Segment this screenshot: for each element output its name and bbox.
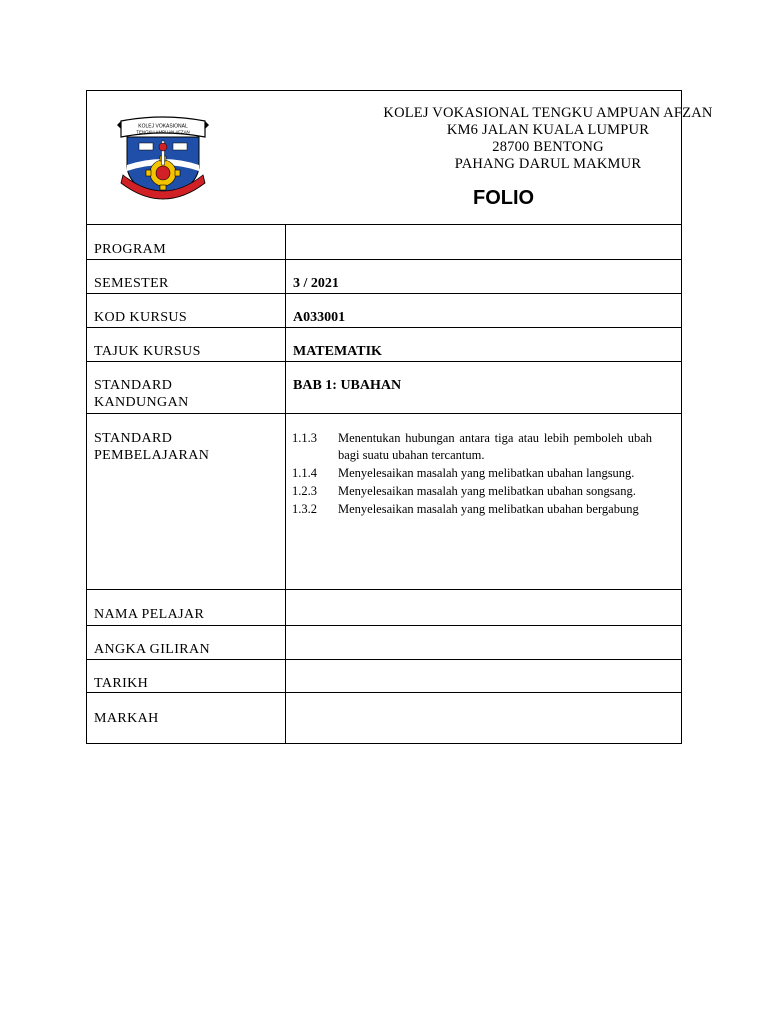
standard-text: Menentukan hubungan antara tiga atau lebih pemboleh ubah bagi suatu ubahan tercantum. [338,431,652,462]
learning-standards-list [292,430,652,519]
list-item [292,501,652,518]
row-tarikh [87,660,681,693]
standard-number: 1.1.4 [292,466,317,480]
row-nama-pelajar [87,590,681,626]
cover-sheet [86,90,713,744]
standard-number: 1.1.3 [292,431,317,445]
label-standard-kandungan-line2: KANDUNGAN [94,395,189,410]
logo-banner-line1: KOLEJ VOKASIONAL [138,123,188,130]
row-standard-kandungan [87,362,681,414]
logo-banner-line2: TENGKU AMPUAN AFZAN [136,129,190,135]
address-line-3: 28700 BENTONG [492,139,604,155]
row-markah [87,693,681,743]
list-item [292,483,652,500]
value-semester: 3 / 2021 [293,276,339,291]
header [87,91,713,225]
list-item [292,465,652,482]
list-item [292,430,652,464]
standard-text: Menyelesaikan masalah yang melibatkan ubahan langsung. [338,466,635,480]
label-markah: MARKAH [94,711,159,726]
label-standard-kandungan [94,377,189,411]
standard-text: Menyelesaikan masalah yang melibatkan ubahan bergabung [338,502,639,516]
row-kod-kursus [87,294,681,328]
row-angka-giliran [87,626,681,660]
address-line-2: KM6 JALAN KUALA LUMPUR [446,122,650,138]
label-angka-giliran: ANGKA GILIRAN [94,642,211,657]
value-kod-kursus: A033001 [293,310,346,325]
row-standard-pembelajaran [87,414,681,590]
label-semester: SEMESTER [94,276,169,291]
label-kod-kursus: KOD KURSUS [94,310,188,325]
label-tajuk-kursus: TAJUK KURSUS [94,344,201,359]
value-tajuk-kursus: MATEMATIK [293,344,382,359]
label-standard-kandungan-line1: STANDARD [94,378,173,393]
label-tarikh: TARIKH [94,676,149,691]
college-address [363,105,733,173]
document-type-title: FOLIO [473,187,535,209]
standard-text: Menyelesaikan masalah yang melibatkan ubahan songsang. [338,484,636,498]
row-tajuk-kursus [87,328,681,362]
row-semester [87,260,681,294]
college-logo-icon [115,115,211,203]
label-program: PROGRAM [94,242,167,257]
label-nama-pelajar: NAMA PELAJAR [94,607,205,622]
standard-number: 1.2.3 [292,484,317,498]
label-standard-pembelajaran-line1: STANDARD [94,431,173,446]
value-standard-kandungan: BAB 1: UBAHAN [293,378,402,393]
label-standard-pembelajaran-line2: PEMBELAJARAN [94,448,210,463]
label-standard-pembelajaran [94,430,209,464]
row-program [87,225,681,260]
address-line-4: PAHANG DARUL MAKMUR [454,156,642,172]
standard-number: 1.3.2 [292,502,317,516]
address-line-1: KOLEJ VOKASIONAL TENGKU AMPUAN AFZAN [383,105,713,121]
